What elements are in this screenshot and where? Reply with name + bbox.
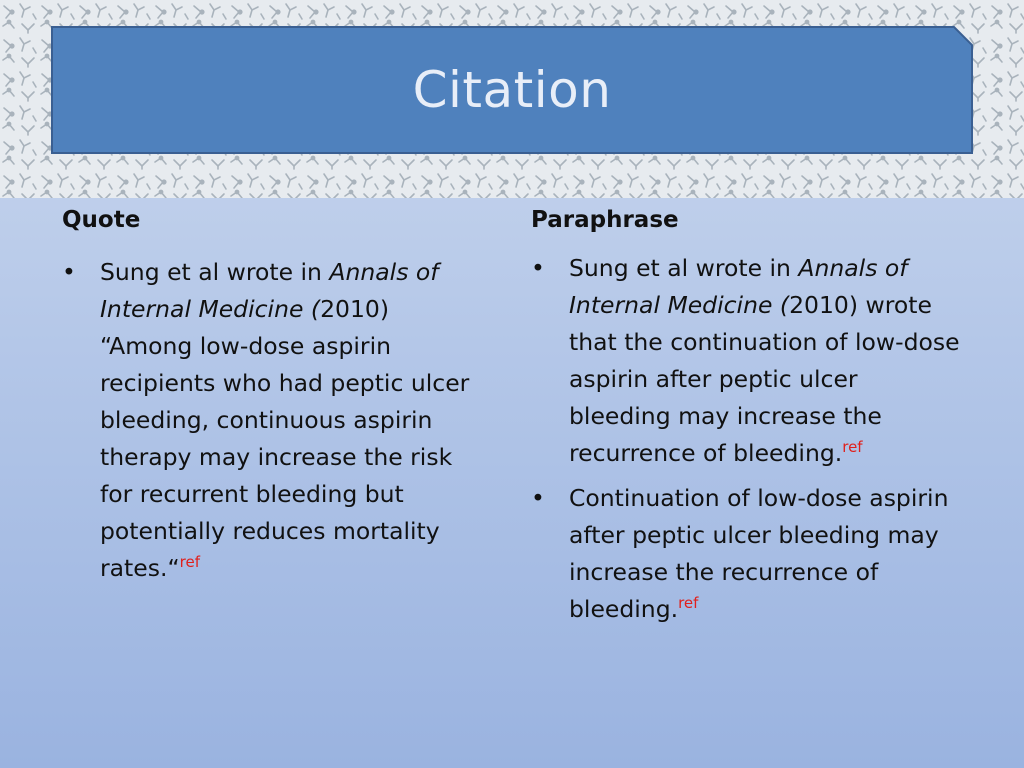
- paraphrase-header: Paraphrase: [531, 207, 679, 233]
- quote-year: 2010): [320, 295, 390, 323]
- paraphrase-column: [531, 200, 961, 628]
- paraphrase-year: 2010): [789, 291, 859, 319]
- list-item: [531, 480, 961, 628]
- slide-title: Citation: [412, 61, 612, 119]
- paraphrase-summary: Continuation of low-dose aspirin after peptic ulcer bleeding may increase the recurrence of bleeding.: [569, 484, 949, 623]
- ref-link[interactable]: ref: [179, 553, 200, 571]
- ref-link[interactable]: ref: [842, 438, 863, 456]
- bullet-icon: •: [62, 258, 76, 286]
- quote-bullet-list: [62, 254, 482, 587]
- paraphrase-bullet-list: [531, 250, 961, 628]
- list-item: [531, 250, 961, 472]
- quote-journal: Annals of Internal Medicine (: [100, 258, 439, 323]
- title-banner: [0, 0, 1024, 198]
- paraphrase-lead: Sung et al wrote in: [569, 254, 799, 282]
- ref-link[interactable]: ref: [678, 594, 699, 612]
- list-item: [62, 254, 482, 587]
- quote-column: [62, 200, 482, 587]
- quote-lead: Sung et al wrote in: [100, 258, 330, 286]
- quote-header: Quote: [62, 207, 141, 233]
- bullet-icon: •: [531, 254, 545, 282]
- paraphrase-body: wrote that the continuation of low-dose aspirin after peptic ulcer bleeding may increase the recurrence of bleeding.: [569, 291, 960, 467]
- quote-body: “Among low-dose aspirin recipients who had peptic ulcer bleeding, continuous aspirin therapy may increase the risk for recurrent bleeding but potentially reduces mortality rates.“: [100, 332, 470, 582]
- bullet-icon: •: [531, 484, 545, 512]
- paraphrase-journal: Annals of Internal Medicine (: [569, 254, 908, 319]
